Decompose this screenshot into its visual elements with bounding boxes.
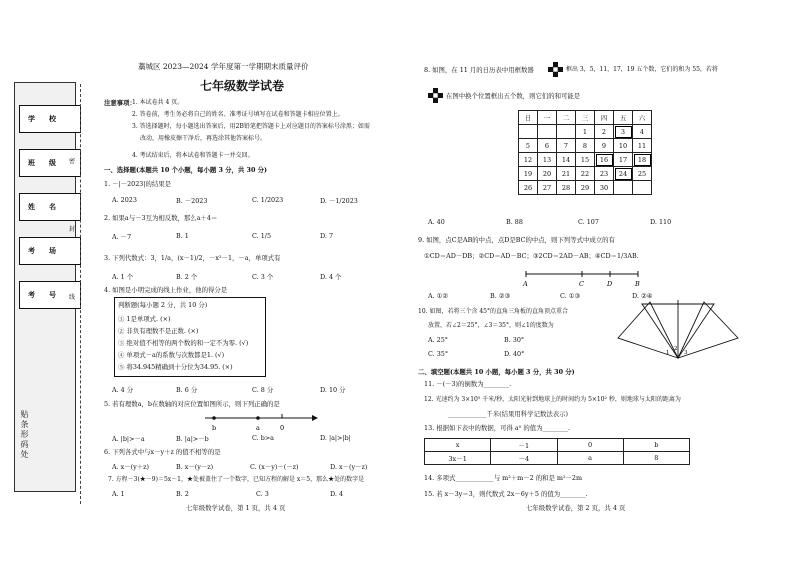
judge-item: ② 非负有理数不是正数. (×) [118,327,199,335]
paper-title: 七年级数学试卷 [200,79,285,93]
question-stem: 2. 如果a与－3互为相反数，那么a＋4＝ [104,214,218,222]
exam-number-field[interactable]: 考 号 [19,281,81,309]
option[interactable]: C. 3 个 [252,273,274,281]
date-cell [614,181,633,195]
label-d: D [607,280,613,288]
angle-label: 1 [666,350,670,356]
date-cell: 2 [595,125,614,139]
arrow-icon [312,415,318,421]
date-cell: 1 [576,125,595,139]
notice-item: 1. 本试卷共 4 页。 [132,99,184,106]
date-cell: 9 [595,139,614,153]
option[interactable]: D. 40° [504,350,525,358]
table-cell: a [557,452,623,465]
point-a [256,416,260,420]
judge-item: ④ 单项式－a的系数与次数都是1. (√) [118,351,225,359]
table-cell: －1 [491,439,557,452]
date-cell: 27 [538,181,557,195]
number-line-figure [200,410,320,432]
option[interactable]: A. －7 [112,233,132,241]
table-cell: 8 [623,452,689,465]
question-stem: 在图中换个位置框出五个数，则它们的和可能是 [446,92,581,100]
option[interactable]: C. ①③ [560,292,581,300]
exam-room-field[interactable]: 考 场 [19,237,81,265]
table-row [425,452,690,465]
option[interactable]: B. 88 [506,218,523,226]
option[interactable]: D. 4 个 [320,273,342,281]
equations: ①CD＝AD－DB；②CD＝AD－BC；③2CD＝2AD－AB；④CD＝1/3AB. [424,252,639,260]
calendar-table [518,110,652,195]
question-stem: 10. 如图，若将三个含 45°的直角三角板的直角顶点重合 [418,308,568,315]
date-cell: 5 [519,139,538,153]
section-heading: 一、选择题(本题共 10 个小题，每小题 3 分，共 30 分) [104,166,268,174]
fill-question: 13. 根据如下表中的数据，可得 a⁰ 的值为________. [424,424,571,432]
option[interactable]: A. |b|>－a [112,435,145,443]
weekday: 三 [576,111,595,125]
name-field[interactable]: 姓 名 [19,193,81,221]
fill-question: 14. 多项式____________与 m²＋m－2 的和是 m²－2m [424,474,583,482]
notice-item: 4. 考试结束后，将本试卷和答题卡一并交回。 [132,152,254,159]
option[interactable]: B. ②③ [490,292,511,300]
date-cell: 14 [557,153,576,167]
option[interactable]: C. 8 分 [252,386,274,394]
calendar-row [519,125,652,139]
option[interactable]: A. 40 [428,218,445,226]
table-cell: －4 [491,452,557,465]
weekday: 六 [633,111,652,125]
table-cell: 3x－1 [425,452,491,465]
page-footer: 七年级数学试卷，第 1 页，共 4 页 [186,504,286,512]
date-cell: 23 [595,167,614,181]
option[interactable]: B. －2023 [176,197,208,205]
value-table [424,438,690,465]
notice-item: 改动，用橡皮擦干净后，再选涂其他答案标号。 [140,135,267,142]
date-cell-framed: 16 [595,153,614,167]
option[interactable]: D. 7 [320,232,334,240]
judge-item: ③ 绝对值不相等的两个数的和一定不为零. (√) [118,339,249,347]
barcode-area-label: 贴条形码处 [20,410,29,460]
school-field[interactable]: 学 校 [19,105,81,133]
question-stem: 9. 如图，点C是AB的中点，点D是BC的中点，则下列等式中成立的有 [418,236,615,244]
date-cell: 13 [538,153,557,167]
section-heading: 二、填空题(本题共 10 小题，每小题 3 分，共 30 分) [418,368,575,376]
weekday: 一 [538,111,557,125]
date-cell: 30 [595,181,614,195]
table-row [425,439,690,452]
question-stem: 7. 方程－3(★－9)＝5x－1，★处被盖住了一个数字，已知方程的解是 x＝5，那么★处的数字是 [108,476,365,483]
angle-label: 3 [684,350,688,356]
question-stem: 6. 下列各式中与x－y＋z 的值不相等的是 [104,448,221,456]
weekday-row [519,111,652,125]
option[interactable]: C. 1/2023 [252,196,284,204]
question-stem: 放置，若∠2＝25°，∠3＝35°，则∠1的度数为 [428,322,554,329]
option[interactable]: A. ①② [428,292,449,300]
date-cell-framed: 18 [633,153,652,167]
option[interactable]: B. 2 [176,490,189,498]
date-cell: 28 [557,181,576,195]
option[interactable]: D. x－(y－z) [330,463,368,471]
date-cell-framed: 24 [614,167,633,181]
option[interactable]: A. 1 个 [112,273,134,281]
counter-frame-icon [548,62,564,78]
option[interactable]: A. 25° [428,336,449,344]
option[interactable]: D. |a|>|b| [320,434,351,442]
option[interactable]: A. 2023 [112,196,137,204]
box-title: 判断题(每小题 2 分，共 10 分) [118,301,208,309]
option[interactable]: B. 1 [176,232,189,240]
weekday: 日 [519,111,538,125]
question-stem: 8. 如图，在 11 月的日历表中用框数器 [424,66,534,74]
class-field[interactable]: 班 级 [19,149,81,177]
date-cell: 4 [633,125,652,139]
calendar-row [519,181,652,195]
option[interactable]: C. 107 [578,218,599,226]
option[interactable]: B. 6 分 [176,386,198,394]
seal-word: 密 [69,158,76,165]
date-cell: 6 [538,139,557,153]
calendar-row [519,153,652,167]
date-cell [557,125,576,139]
question-stem: 1. －|－2023|的结果是 [104,180,172,188]
label-c: C [579,280,584,288]
option[interactable]: D. －1/2023 [320,197,358,205]
counter-frame-icon [428,88,444,104]
date-cell: 29 [576,181,595,195]
weekday: 四 [595,111,614,125]
notice-label: 注意事项： [104,99,136,107]
option[interactable]: A. 1 [112,490,125,498]
point-b [212,416,216,420]
option[interactable]: A. 4 分 [112,386,134,394]
date-cell: 20 [538,167,557,181]
seal-word: 线 [69,294,76,301]
option[interactable]: B. |a|>－b [176,435,209,443]
date-cell: 19 [519,167,538,181]
label-zero: 0 [280,424,285,432]
question-stem: 5. 若有理数a，b在数轴的对应位置如图所示，则下列正确的是 [104,400,280,408]
date-cell: 22 [576,167,595,181]
table-cell: x [425,439,491,452]
question-stem: 4. 如图是小明完成的线上作业，他的得分是 [104,286,228,294]
exam-title: 藁城区 2023—2024 学年度第一学期期末质量评价 [138,62,309,71]
label-b: B [635,280,640,288]
calendar-row [519,139,652,153]
date-cell [538,125,557,139]
question-stem: 3. 下列代数式：3，1/a，(x－1)/2，－x²－1，－a，单项式有 [104,254,281,262]
date-cell [519,125,538,139]
weekday: 二 [557,111,576,125]
date-cell: 15 [576,153,595,167]
date-cell: 17 [614,153,633,167]
fill-question: 12. 光速约为 3×10⁵ 千米/秒，太阳光射到地球上的时间约为 5×10² 秒，则地球与太阳的距离为 [424,396,681,403]
option[interactable]: C. b>a [252,434,274,442]
date-cell: 12 [519,153,538,167]
label-b: b [212,424,217,432]
option[interactable]: D. 4 [330,490,344,498]
option[interactable]: B. 30° [504,336,525,344]
label-a: A [523,280,528,288]
option[interactable]: C. 1/5 [252,232,272,240]
judge-item: ① 1是单项式. (×) [118,315,171,323]
notice-item: 3. 答选择题时，每小题选出答案后，用2B铅笔把答题卡上对应题目的答案标号涂黑；如需 [132,123,370,130]
page-footer: 七年级数学试卷，第 2 页，共 4 页 [526,504,626,512]
seal-word: 封 [69,226,76,233]
label-a: a [256,424,260,432]
homework-box [114,297,266,377]
date-cell: 8 [576,139,595,153]
fill-question: 15. 若 x－3y＝3，则代数式 2x－6y＋5 的值为________. [424,490,588,498]
fill-question: 11. －(－3)的倒数为________. [424,380,512,388]
angle-label: 2 [674,346,678,352]
table-cell: b [623,439,689,452]
option[interactable]: D. 10 分 [320,386,346,394]
date-cell: 7 [557,139,576,153]
date-cell [633,181,652,195]
date-cell: 25 [633,167,652,181]
weekday: 五 [614,111,633,125]
fill-question: ____________千米(结果用科学记数法表示) [448,410,569,418]
option[interactable]: C. 3 [256,490,269,498]
notice-item: 2. 答卷前，考生务必将自己的姓名、准考证号填写在试卷和答题卡相应位置上。 [132,111,344,118]
segment-figure [520,268,644,290]
option[interactable]: A. x－(y＋z) [112,463,150,471]
date-cell: 21 [557,167,576,181]
table-cell: 0 [557,439,623,452]
seal-line [80,84,81,504]
option[interactable]: C. (x－y)－(－z) [250,463,299,471]
question-stem: 框出 3，5，11，17，19 五个数，它们的和为 55，若将 [566,66,718,73]
date-cell: 26 [519,181,538,195]
triangles-figure [612,296,744,366]
date-cell: 10 [614,139,633,153]
option[interactable]: D. ②④ [632,292,653,300]
option[interactable]: B. 2 个 [176,273,198,281]
judge-item: ⑤ 将34.945精确到十分位为34.95. (×) [118,363,233,371]
option[interactable]: B. x－(y－z) [176,463,214,471]
calendar-row [519,167,652,181]
option[interactable]: D. 110 [650,218,672,226]
option[interactable]: C. 35° [428,350,449,358]
date-cell-framed: 3 [614,125,633,139]
date-cell: 11 [633,139,652,153]
